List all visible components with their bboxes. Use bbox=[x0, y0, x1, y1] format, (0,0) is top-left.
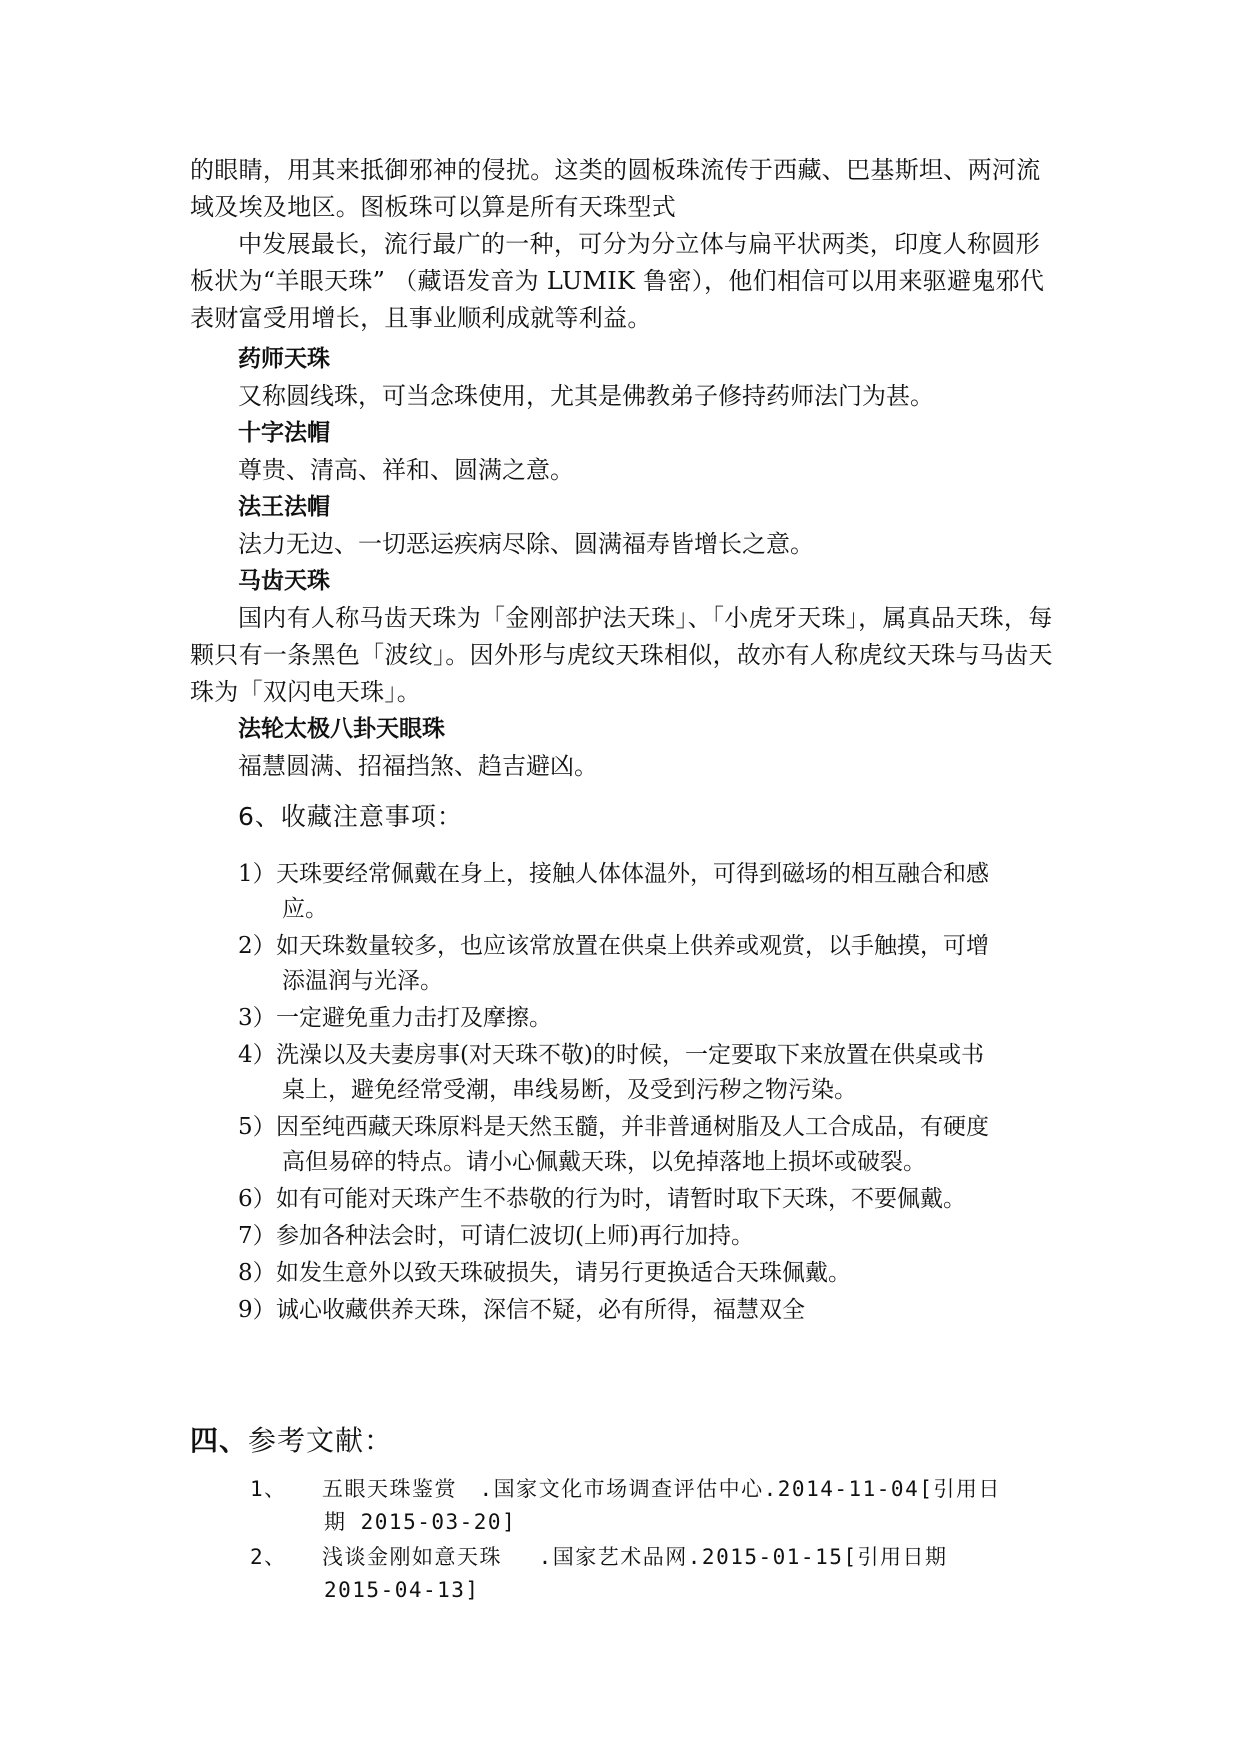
type-title-machi: 马齿天珠 bbox=[238, 568, 330, 594]
list-item-text: 一定避免重力击打及摩擦。 bbox=[276, 1005, 552, 1031]
list-item bbox=[238, 857, 1058, 927]
list-item-text: 因至纯西藏天珠原料是天然玉髓，并非普通树脂及人工合成品，有硬度 bbox=[276, 1114, 989, 1140]
list-item-text: 诚心收藏供养天珠，深信不疑，必有所得，福慧双全 bbox=[276, 1297, 805, 1323]
references-list bbox=[250, 1473, 1060, 1609]
list-item-number: 9） bbox=[238, 1297, 276, 1323]
list-item bbox=[238, 929, 1058, 999]
type-title-fawang: 法王法帽 bbox=[238, 494, 330, 520]
reference-text-continued: 期 2015-03-20] bbox=[324, 1510, 517, 1534]
list-item-text-continued: 应。 bbox=[282, 896, 328, 922]
list-item bbox=[238, 1293, 1058, 1328]
list-item bbox=[238, 1038, 1058, 1108]
list-item-text: 如发生意外以致天珠破损失，请另行更换适合天珠佩戴。 bbox=[276, 1260, 851, 1286]
references-heading-text: 参考文献： bbox=[248, 1424, 394, 1457]
references-heading bbox=[190, 1421, 393, 1461]
type-desc-falun: 福慧圆满、招福挡煞、趋吉避凶。 bbox=[238, 752, 598, 780]
section6-header bbox=[190, 797, 1060, 837]
type-title-shizi: 十字法帽 bbox=[238, 420, 330, 446]
bead-types-section bbox=[190, 341, 1060, 785]
list-item bbox=[238, 1182, 1058, 1217]
type-desc-yaoshi: 又称圆线珠，可当念珠使用，尤其是佛教弟子修持药师法门为甚。 bbox=[238, 382, 934, 410]
list-item bbox=[238, 1110, 1058, 1180]
list-item-text: 参加各种法会时，可请仁波切(上师)再行加持。 bbox=[276, 1223, 754, 1249]
list-item-number: 7） bbox=[238, 1223, 276, 1249]
list-item-text: 如有可能对天珠产生不恭敬的行为时，请暂时取下天珠，不要佩戴。 bbox=[276, 1186, 966, 1212]
list-item-number: 6） bbox=[238, 1186, 276, 1212]
list-item-number: 2） bbox=[238, 933, 276, 959]
list-item-text: 洗澡以及夫妻房事(对天珠不敬)的时候，一定要取下来放置在供桌或书 bbox=[276, 1042, 984, 1068]
reference-text: 五眼天珠鉴赏 .国家文化市场调查评估中心.2014-11-04[引用日 bbox=[322, 1477, 1001, 1501]
type-title-falun: 法轮太极八卦天眼珠 bbox=[238, 716, 445, 742]
list-item-number: 3） bbox=[238, 1005, 276, 1031]
list-item bbox=[238, 1001, 1058, 1036]
reference-number: 1、 bbox=[250, 1477, 287, 1501]
list-item bbox=[238, 1219, 1058, 1254]
reference-text-continued: 2015-04-13] bbox=[324, 1578, 480, 1602]
reference-item bbox=[250, 1473, 1060, 1539]
list-item-text: 天珠要经常佩戴在身上，接触人体体温外，可得到磁场的相互融合和感 bbox=[276, 861, 989, 887]
list-item-text-continued: 高但易碎的特点。请小心佩戴天珠，以免掉落地上损坏或破裂。 bbox=[282, 1149, 926, 1175]
list-item-text-continued: 添温润与光泽。 bbox=[282, 968, 443, 994]
list-item-number: 4） bbox=[238, 1042, 276, 1068]
list-item-text-continued: 桌上，避免经常受潮，串线易断，及受到污秽之物污染。 bbox=[282, 1077, 857, 1103]
type-desc-shizi: 尊贵、清高、祥和、圆满之意。 bbox=[238, 456, 574, 484]
section6-title: 6、收藏注意事项： bbox=[238, 802, 463, 831]
reference-number: 2、 bbox=[250, 1545, 287, 1569]
list-item-number: 5） bbox=[238, 1114, 276, 1140]
reference-text: 浅谈金刚如意天珠 .国家艺术品网.2015-01-15[引用日期 bbox=[322, 1545, 948, 1569]
list-item-text: 如天珠数量较多，也应该常放置在供桌上供养或观赏，以手触摸，可增 bbox=[276, 933, 989, 959]
list-item bbox=[238, 1256, 1058, 1291]
intro-section bbox=[190, 152, 1060, 337]
references-heading-number: 四、 bbox=[190, 1424, 249, 1457]
type-title-yaoshi: 药师天珠 bbox=[238, 346, 330, 372]
intro-paragraph-2: 中发展最长，流行最广的一种，可分为分立体与扁平状两类，印度人称圆形板状为“羊眼天珠” （藏语发音为 LUMIK 鲁密），他们相信可以用来驱避鬼邪代表财富受用增长，且事业顺利成就等利益。 bbox=[190, 230, 1045, 332]
list-item-number: 1） bbox=[238, 861, 276, 887]
collection-notes-list bbox=[238, 857, 1058, 1330]
intro-paragraph-1: 的眼睛，用其来抵御邪神的侵扰。这类的圆板珠流传于西藏、巴基斯坦、两河流域及埃及地区。图板珠可以算是所有天珠型式 bbox=[190, 156, 1041, 221]
type-desc-fawang: 法力无边、一切恶运疾病尽除、圆满福寿皆增长之意。 bbox=[238, 530, 814, 558]
reference-item bbox=[250, 1541, 1060, 1607]
list-item-number: 8） bbox=[238, 1260, 276, 1286]
type-desc-machi: 国内有人称马齿天珠为「金刚部护法天珠」、「小虎牙天珠」，属真品天珠，每颗只有一条黑色「波纹」。因外形与虎纹天珠相似，故亦有人称虎纹天珠与马齿天珠为「双闪电天珠」。 bbox=[190, 604, 1053, 706]
